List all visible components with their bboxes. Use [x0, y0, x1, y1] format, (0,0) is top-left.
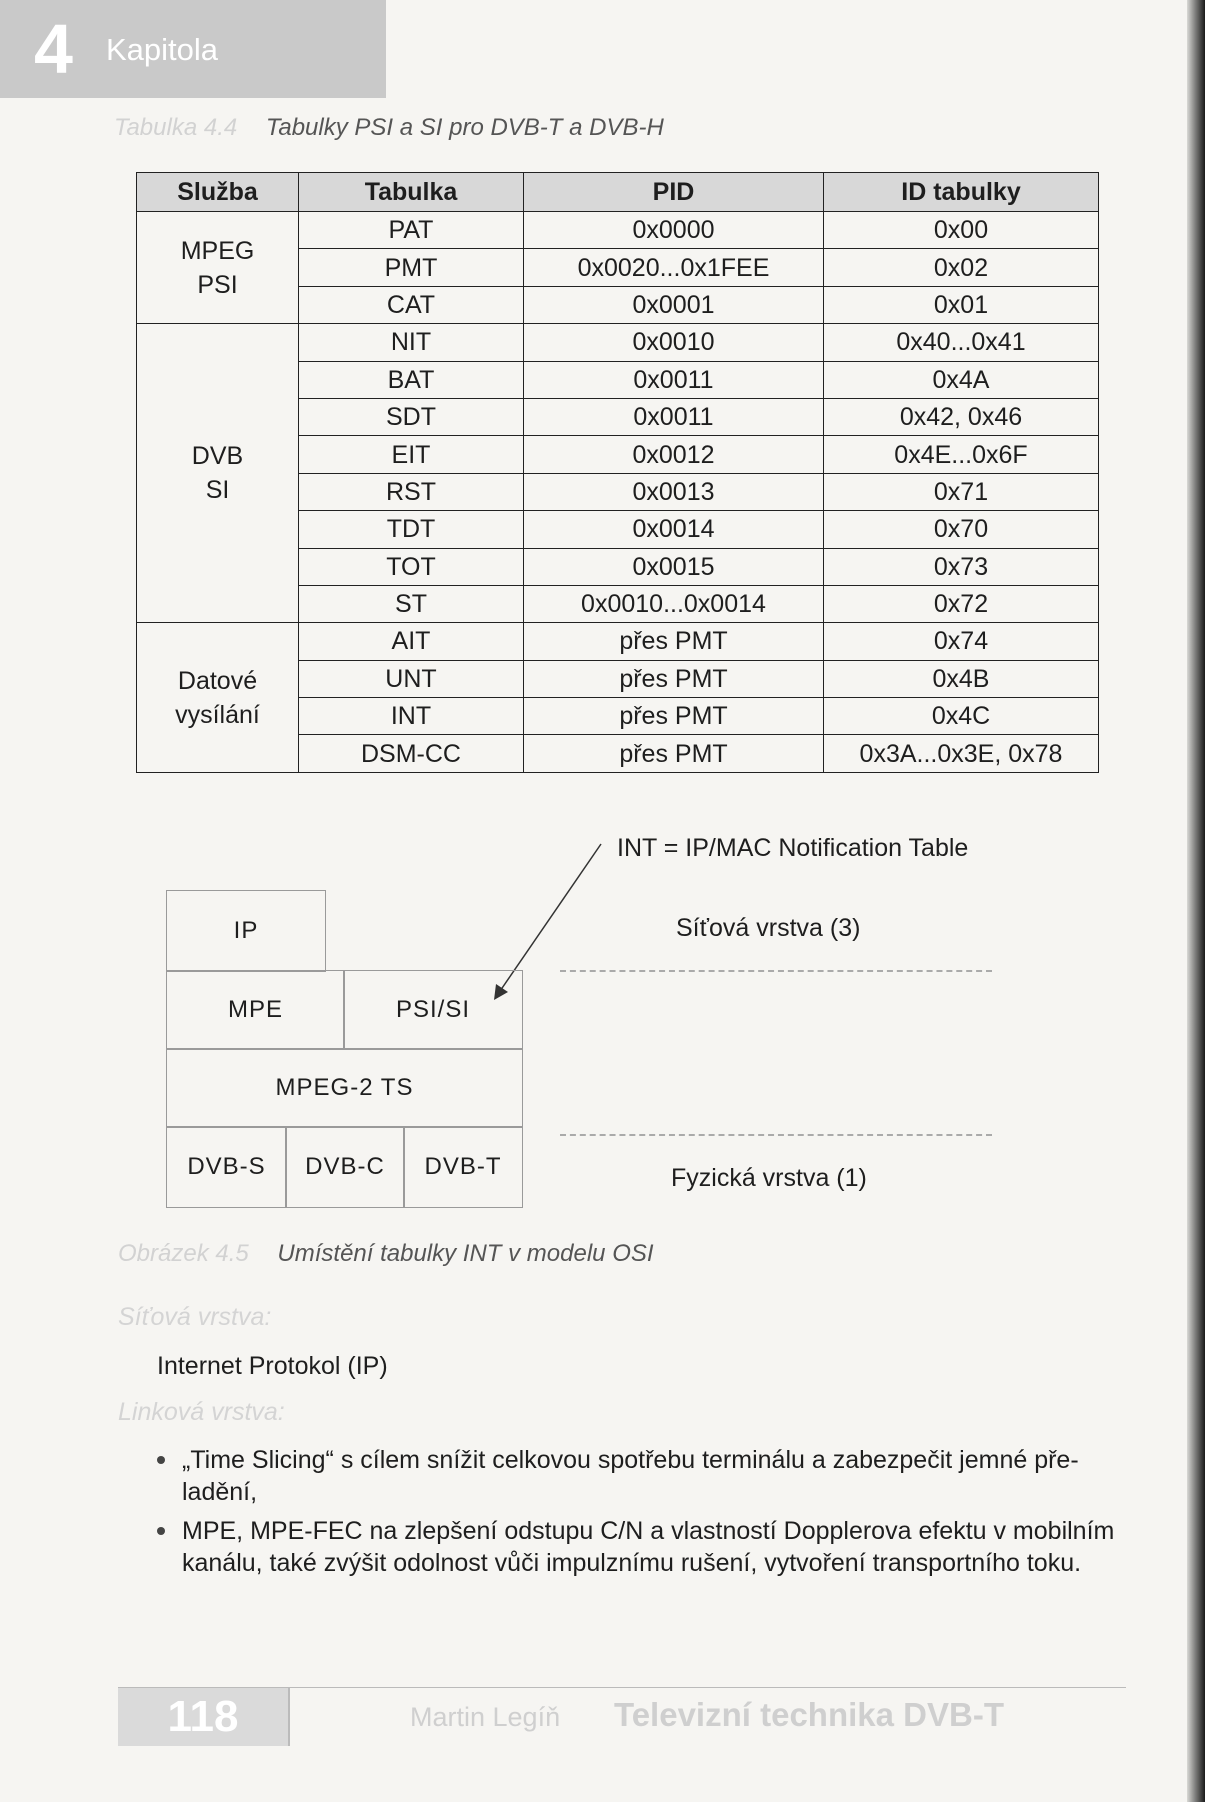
table-cell: RST [299, 473, 524, 510]
table-cell: 0x0020...0x1FEE [524, 249, 824, 286]
table-cell: TOT [299, 548, 524, 585]
table-cell: EIT [299, 436, 524, 473]
list-item [182, 1444, 1142, 1508]
bullet-icon [157, 1456, 165, 1464]
layer-network-label: Síťová vrstva (3) [676, 914, 861, 942]
table-cell: přes PMT [524, 660, 824, 697]
table-cell: 0x4B [824, 660, 1099, 697]
table-cell: 0x70 [824, 511, 1099, 548]
table-cell: 0x01 [824, 286, 1099, 323]
osi-block-psisi: PSI/SI [343, 970, 523, 1050]
table-cell: 0x3A...0x3E, 0x78 [824, 735, 1099, 772]
table-cell: 0x0012 [524, 436, 824, 473]
table-cell: PAT [299, 212, 524, 249]
footer-author: Martin Legíň [410, 1702, 561, 1732]
table-cell: 0x0011 [524, 398, 824, 435]
table-cell: 0x00 [824, 212, 1099, 249]
service-name: Datové [177, 666, 258, 695]
service-name: vysílání [175, 700, 260, 729]
osi-block-mpe: MPE [166, 970, 345, 1050]
table-caption [114, 114, 664, 142]
network-layer-text: Internet Protokol (IP) [157, 1352, 388, 1380]
list-item-line: kanálu, také zvýšit odolnost vůči impulznímu rušení, vytvoření transportního toku. [182, 1549, 1082, 1577]
layer-divider [560, 1134, 992, 1136]
table-cell: 0x02 [824, 249, 1099, 286]
figure-caption-label: Obrázek 4.5 [118, 1240, 249, 1267]
table-row [137, 212, 1099, 249]
layer-physical-label: Fyzická vrstva (1) [671, 1164, 867, 1192]
table-cell: 0x73 [824, 548, 1099, 585]
page-number: 118 [118, 1688, 290, 1746]
service-name: MPEG [180, 236, 255, 265]
osi-block-dvb-c: DVB-C [285, 1126, 405, 1208]
table-cell: AIT [299, 623, 524, 660]
table-cell: 0x0014 [524, 511, 824, 548]
table-cell: 0x72 [824, 585, 1099, 622]
page-edge-shadow [1187, 0, 1205, 1802]
table-cell: 0x4C [824, 698, 1099, 735]
table-cell: 0x42, 0x46 [824, 398, 1099, 435]
table-cell: 0x0010 [524, 324, 824, 361]
table-row [137, 324, 1099, 361]
table-cell: přes PMT [524, 735, 824, 772]
osi-block-ip: IP [166, 890, 326, 972]
osi-block-dvb-s: DVB-S [166, 1126, 287, 1208]
service-name: SI [205, 476, 230, 505]
table-cell: 0x0013 [524, 473, 824, 510]
table-cell: NIT [299, 324, 524, 361]
figure-caption [118, 1240, 654, 1268]
footer-book-title: Televizní technika DVB-T [614, 1696, 1004, 1733]
table-cell: 0x0010...0x0014 [524, 585, 824, 622]
table-cell: CAT [299, 286, 524, 323]
list-item-line: „Time Slicing“ s cílem snížit celkovou spotřebu terminálu a zabezpečit jemné pře- [182, 1446, 1079, 1474]
table-cell: 0x71 [824, 473, 1099, 510]
table-cell: přes PMT [524, 698, 824, 735]
list-item [182, 1515, 1142, 1579]
table-cell: 0x4E...0x6F [824, 436, 1099, 473]
table-row [137, 623, 1099, 660]
service-cell [137, 324, 299, 623]
table-header-row [137, 173, 1099, 212]
chapter-title: Kapitola [106, 32, 219, 67]
header-id-tabulky: ID tabulky [824, 173, 1099, 212]
figure-caption-text: Umístění tabulky INT v modelu OSI [277, 1240, 654, 1267]
service-name: PSI [197, 270, 238, 299]
table-cell: 0x40...0x41 [824, 324, 1099, 361]
layer-divider [560, 970, 992, 972]
header-tabulka: Tabulka [299, 173, 524, 212]
table-caption-label: Tabulka 4.4 [114, 114, 238, 141]
osi-block-dvb-t: DVB-T [403, 1126, 523, 1208]
chapter-header [0, 0, 386, 98]
int-annotation: INT = IP/MAC Notification Table [617, 834, 969, 862]
table-cell: PMT [299, 249, 524, 286]
service-name: DVB [191, 442, 244, 471]
network-layer-heading: Síťová vrstva: [118, 1303, 272, 1331]
table-cell: ST [299, 585, 524, 622]
table-cell: 0x0015 [524, 548, 824, 585]
osi-block-mpeg2-ts: MPEG-2 TS [166, 1048, 523, 1128]
table-cell: INT [299, 698, 524, 735]
service-cell [137, 212, 299, 324]
table-caption-text: Tabulky PSI a SI pro DVB-T a DVB-H [265, 114, 664, 141]
link-layer-heading: Linková vrstva: [118, 1398, 285, 1426]
table-cell: TDT [299, 511, 524, 548]
chapter-number: 4 [34, 10, 73, 88]
table-cell: 0x0011 [524, 361, 824, 398]
table-cell: 0x4A [824, 361, 1099, 398]
table-cell: přes PMT [524, 623, 824, 660]
table-cell: 0x0000 [524, 212, 824, 249]
header-sluzba: Služba [137, 173, 299, 212]
header-pid: PID [524, 173, 824, 212]
list-item-line: ladění, [182, 1478, 258, 1506]
table-cell: UNT [299, 660, 524, 697]
service-cell [137, 623, 299, 773]
table-cell: BAT [299, 361, 524, 398]
psi-si-table [136, 172, 1099, 773]
table-cell: DSM-CC [299, 735, 524, 772]
bullet-icon [157, 1527, 165, 1535]
table-cell: 0x0001 [524, 286, 824, 323]
table-cell: SDT [299, 398, 524, 435]
list-item-line: MPE, MPE-FEC na zlepšení odstupu C/N a vlastností Dopplerova efektu v mobilním [182, 1517, 1115, 1545]
table-cell: 0x74 [824, 623, 1099, 660]
